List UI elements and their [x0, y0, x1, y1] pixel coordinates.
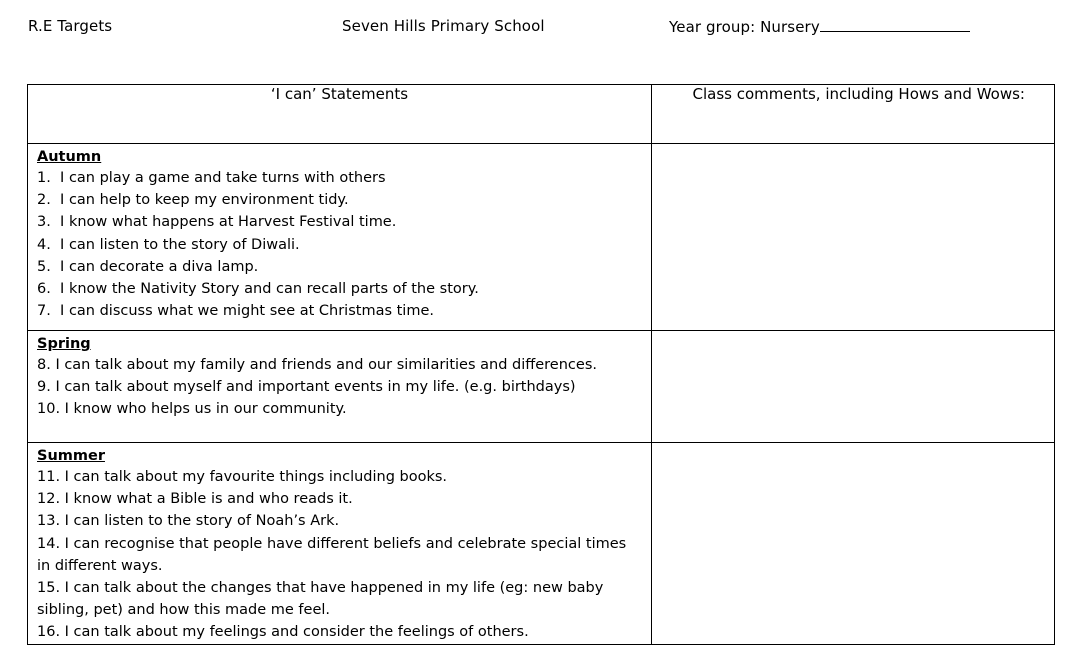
document-header [0, 17, 1082, 39]
list-item: 6. I know the Nativity Story and can recall parts of the story. [37, 281, 479, 298]
term-row-spring [28, 331, 1055, 443]
term-title-summer: Summer [37, 448, 105, 464]
list-item: 12. I know what a Bible is and who reads it. [37, 491, 353, 508]
term-title-autumn: Autumn [37, 149, 102, 165]
list-item: 11. I can talk about my favourite things including books. [37, 469, 448, 485]
list-item: 1. I can play a game and take turns with others [37, 170, 386, 186]
list-item: 8. I can talk about my family and friends and our similarities and differences. [37, 357, 597, 373]
list-item: 9. I can talk about myself and important events in my life. (e.g. birthdays) [37, 379, 576, 396]
list-item: 7. I can discuss what we might see at Christmas time. [37, 303, 434, 320]
list-item: 16. I can talk about my feelings and consider the feelings of others. [37, 624, 529, 641]
document-title: R.E Targets [28, 17, 113, 35]
targets-table [27, 84, 1055, 645]
statements-column-header: ‘I can’ Statements [28, 85, 652, 144]
school-name: Seven Hills Primary School [342, 17, 545, 35]
term-row-summer [28, 443, 1055, 645]
list-item: 3. I know what happens at Harvest Festival time. [37, 214, 397, 231]
summer-statements-cell [28, 443, 652, 645]
term-row-autumn [28, 144, 1055, 331]
year-group-label: Year group: Nursery [669, 18, 820, 36]
year-group [669, 17, 970, 36]
list-item: 2. I can help to keep my environment tidy. [37, 192, 349, 209]
list-item: 15. I can talk about the changes that have happened in my life (eg: new baby sibling, pet) and how this made me feel. [37, 580, 604, 619]
autumn-comments-cell[interactable] [652, 144, 1055, 331]
list-item: 4. I can listen to the story of Diwali. [37, 236, 300, 253]
list-item: 14. I can recognise that people have different beliefs and celebrate special times in different ways. [37, 535, 627, 574]
spring-comments-cell[interactable] [652, 331, 1055, 443]
spring-statements-cell [28, 331, 652, 443]
comments-column-header: Class comments, including Hows and Wows: [652, 85, 1055, 144]
year-group-blank-line [820, 17, 970, 32]
term-title-spring: Spring [37, 336, 91, 352]
autumn-statements-cell [28, 144, 652, 331]
list-item: 13. I can listen to the story of Noah’s Ark. [37, 513, 340, 530]
table-header-row [28, 85, 1055, 144]
list-item: 5. I can decorate a diva lamp. [37, 258, 259, 275]
summer-comments-cell[interactable] [652, 443, 1055, 645]
list-item: 10. I know who helps us in our community. [37, 401, 347, 418]
